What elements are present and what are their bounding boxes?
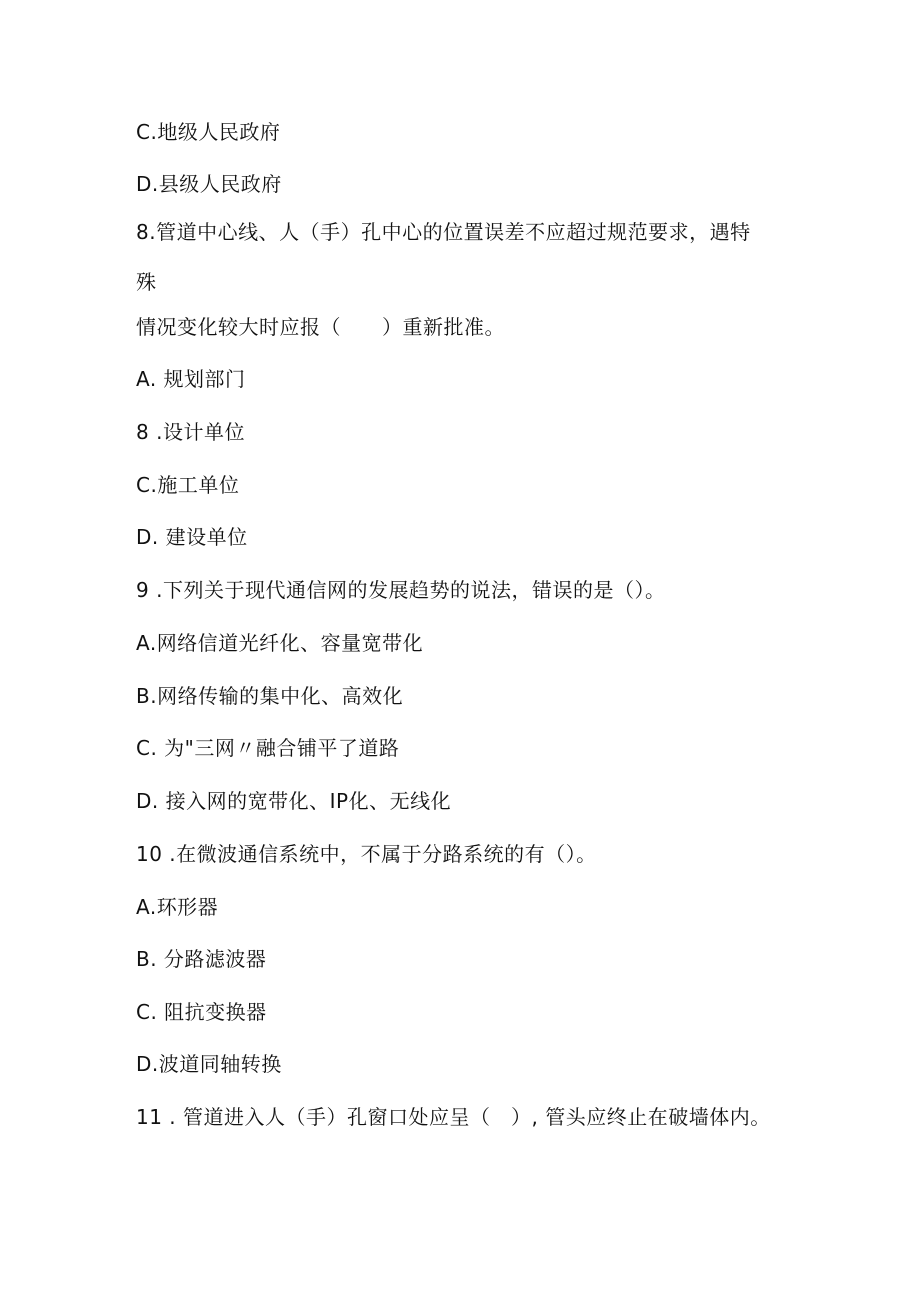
- option-d-county-government: D.县级人民政府: [136, 172, 282, 196]
- option-a-planning-department: A. 规划部门: [136, 367, 246, 391]
- question-9-text: 9 .下列关于现代通信网的发展趋势的说法，错误的是（）。: [136, 578, 666, 602]
- option-c-impedance-transformer: C. 阻抗变换器: [136, 1000, 267, 1024]
- question-8-text: 8.管道中心线、人（手）孔中心的位置误差不应超过规范要求，遇特: [136, 220, 751, 244]
- option-d-building-unit: D. 建设单位: [136, 525, 248, 549]
- question-10-text: 10 .在微波通信系统中，不属于分路系统的有（）。: [136, 842, 597, 866]
- question-8-text-continued: 殊: [136, 270, 157, 294]
- option-c-prefecture-government: C.地级人民政府: [136, 120, 281, 144]
- option-a-circulator: A.环形器: [136, 895, 219, 919]
- option-b-branching-filter: B. 分路滤波器: [136, 947, 267, 971]
- option-a-fiber-channel: A.网络信道光纤化、容量宽带化: [136, 631, 424, 655]
- option-d-waveguide-coax-adapter: D.波道同轴转换: [136, 1052, 282, 1076]
- question-8-text-end: 情况变化较大时应报（ ）重新批准。: [136, 315, 505, 339]
- question-11-text: 11 . 管道进入人（手）孔窗口处应呈（ ）, 管头应终止在破墙体内。: [136, 1105, 771, 1129]
- option-c-three-network-fusion: C. 为"三网〃融合铺平了道路: [136, 736, 400, 760]
- option-d-access-network: D. 接入网的宽带化、IP化、无线化: [136, 789, 452, 813]
- option-b-design-unit: 8 .设计单位: [136, 420, 245, 444]
- option-c-construction-unit: C.施工单位: [136, 473, 240, 497]
- option-b-centralized-transmission: B.网络传输的集中化、高效化: [136, 684, 404, 708]
